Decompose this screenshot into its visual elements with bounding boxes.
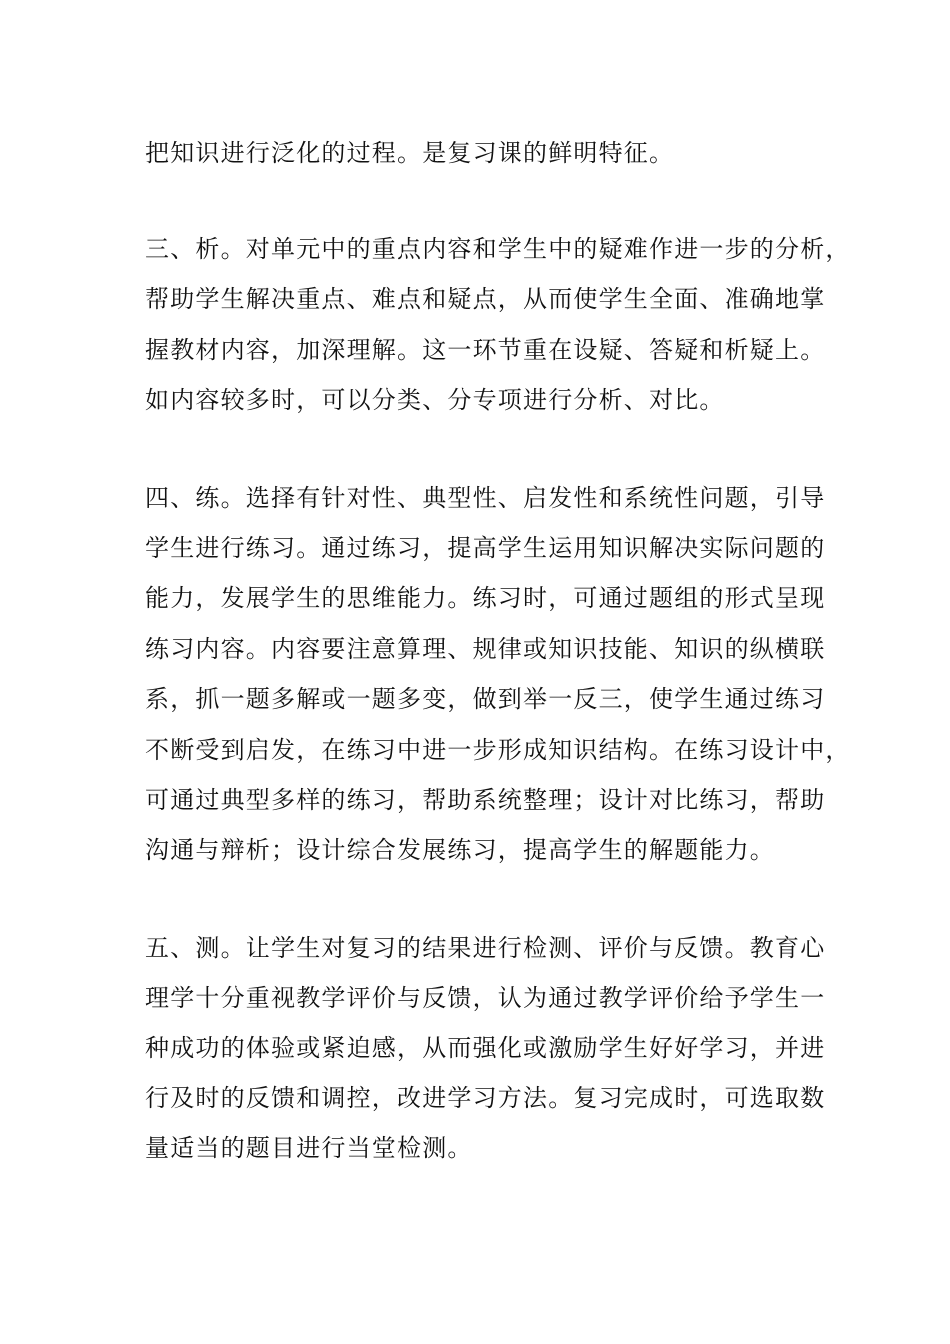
text-line: 可通过典型多样的练习，帮助系统整理；设计对比练习，帮助 [145, 786, 826, 814]
text-line: 握教材内容，加深理解。这一环节重在设疑、答疑和析疑上。 [145, 336, 826, 364]
text-line: 四、练。选择有针对性、典型性、启发性和系统性问题，引导 [145, 484, 826, 512]
text-line: 帮助学生解决重点、难点和疑点，从而使学生全面、准确地掌 [145, 285, 826, 313]
text-line: 能力，发展学生的思维能力。练习时，可通过题组的形式呈现 [145, 584, 826, 612]
text-line: 量适当的题目进行当堂检测。 [145, 1134, 473, 1162]
text-line: 沟通与辩析；设计综合发展练习，提高学生的解题能力。 [145, 836, 775, 864]
text-line: 理学十分重视教学评价与反馈，认为通过教学评价给予学生一 [145, 984, 826, 1012]
text-line: 把知识进行泛化的过程。是复习课的鲜明特征。 [145, 139, 675, 167]
text-line: 学生进行练习。通过练习，提高学生运用知识解决实际问题的 [145, 534, 826, 562]
text-line: 如内容较多时，可以分类、分专项进行分析、对比。 [145, 386, 725, 414]
text-line: 练习内容。内容要注意算理、规律或知识技能、知识的纵横联 [145, 635, 826, 663]
text-line: 行及时的反馈和调控，改进学习方法。复习完成时，可选取数 [145, 1084, 826, 1112]
text-line: 五、测。让学生对复习的结果进行检测、评价与反馈。教育心 [145, 934, 826, 962]
text-line: 系，抓一题多解或一题多变，做到举一反三，使学生通过练习 [145, 685, 826, 713]
text-line: 三、析。对单元中的重点内容和学生中的疑难作进一步的分析， [145, 235, 851, 263]
text-line: 不断受到启发，在练习中进一步形成知识结构。在练习设计中， [145, 736, 851, 764]
text-line: 种成功的体验或紧迫感，从而强化或激励学生好好学习，并进 [145, 1034, 826, 1062]
